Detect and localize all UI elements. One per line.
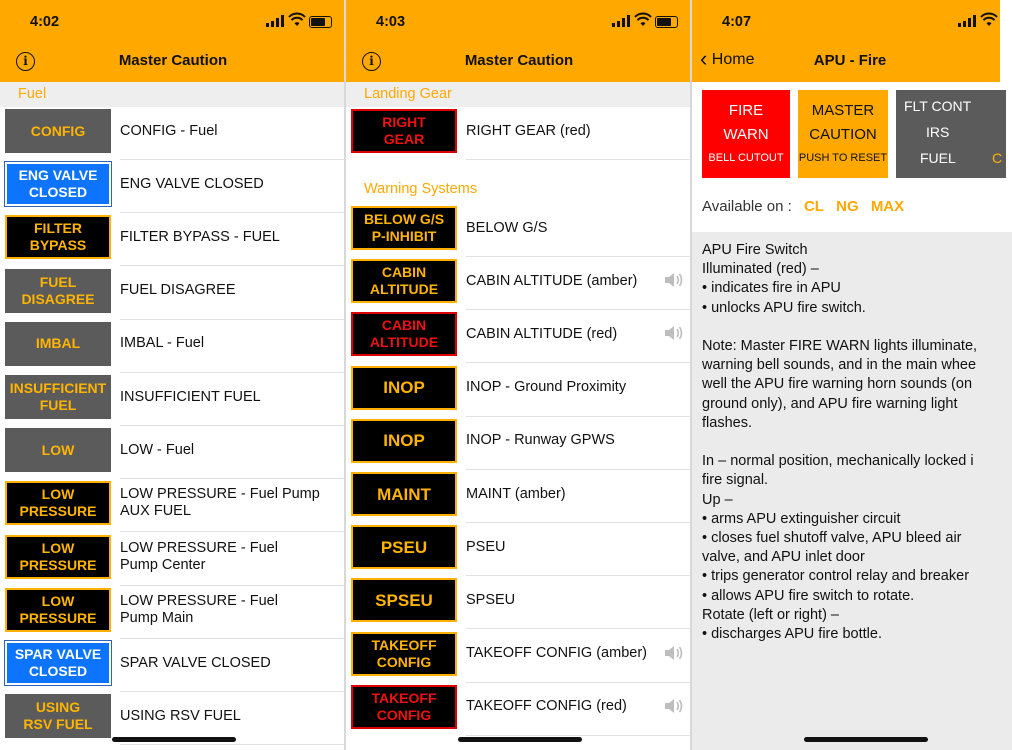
- caution-light-tile: SPSEU: [351, 578, 457, 622]
- list-item[interactable]: [0, 586, 346, 639]
- nav-title: Master Caution: [118, 52, 228, 69]
- list-item-label: FUEL DISAGREE: [120, 282, 236, 299]
- list-item-label: IMBAL - Fuel: [120, 335, 205, 352]
- row-separator: [466, 159, 692, 160]
- battery-icon: [655, 16, 678, 28]
- lamp-sub: BELL CUTOUT: [708, 152, 784, 164]
- caution-light-tile: INOP: [351, 419, 457, 463]
- fire-warn-lamp[interactable]: [702, 90, 790, 178]
- nav-header: [692, 0, 1000, 82]
- list-item[interactable]: [0, 533, 346, 586]
- speaker-icon[interactable]: [664, 324, 684, 342]
- lamp-sub: PUSH TO RESET: [798, 152, 888, 164]
- caution-light-tile: FUEL DISAGREE: [5, 269, 111, 313]
- list-item-label: LOW - Fuel: [120, 441, 195, 458]
- section-header-landing-gear: Landing Gear: [346, 82, 692, 107]
- caution-light-tile: BELOW G/S P-INHIBIT: [351, 206, 457, 250]
- list-item-label: INOP - Ground Proximity: [466, 379, 627, 396]
- list-item-label: CABIN ALTITUDE (red): [466, 325, 618, 342]
- caution-light-tile: CABIN ALTITUDE: [351, 259, 457, 303]
- list-item[interactable]: [346, 364, 692, 417]
- list-item-label: PSEU: [466, 538, 506, 555]
- list-item[interactable]: [346, 523, 692, 576]
- description-text: APU Fire Switch Illuminated (red) – • indicates fire in APU • unlocks APU fire switch. Note: Master FIRE WARN lights illuminate, warning bell sounds, and in the main whee well the APU fire warning horn sounds (on ground only), and APU fire warning light flashes. In – normal position, mechanically locked i fire signal. Up – • arms APU extinguisher circuit • closes fuel shutoff valve, APU bleed air valve, and APU inlet door • trips generator control relay and breaker • allows APU fire switch to rotate. Rotate (left or right) – • discharges APU fire bottle.: [702, 242, 978, 643]
- aircraft-cl: CL: [803, 198, 824, 215]
- phone-screen-apu-fire: [692, 0, 1003, 750]
- list-item[interactable]: [346, 257, 692, 310]
- list-item[interactable]: [346, 310, 692, 363]
- list-item[interactable]: [0, 107, 346, 160]
- list-item-label: CABIN ALTITUDE (amber): [466, 272, 638, 289]
- info-icon[interactable]: i: [362, 52, 381, 71]
- list-item-label: FILTER BYPASS - FUEL: [120, 228, 280, 245]
- list-item-label: CONFIG - Fuel: [120, 122, 218, 139]
- caution-light-tile: RIGHT GEAR: [351, 109, 457, 153]
- nav-header: [346, 0, 692, 82]
- availability: [702, 198, 904, 215]
- chevron-left-icon: ‹: [700, 46, 708, 71]
- caution-light-tile: CABIN ALTITUDE: [351, 312, 457, 356]
- caution-light-tile: LOW PRESSURE: [5, 588, 111, 632]
- caution-light-tile: LOW PRESSURE: [5, 535, 111, 579]
- annunciator-line2: IRS: [926, 124, 950, 140]
- list-item-label: MAINT (amber): [466, 485, 566, 502]
- back-label: Home: [711, 51, 755, 68]
- phone-screen-warning-systems: [346, 0, 692, 750]
- list-item-label: TAKEOFF CONFIG (red): [466, 698, 627, 715]
- status-time: 4:02: [30, 14, 60, 30]
- list-item-label: USING RSV FUEL: [120, 707, 241, 724]
- list-item-label: LOW PRESSURE - Fuel Pump Center: [120, 539, 278, 573]
- list-item[interactable]: [346, 417, 692, 470]
- list-item[interactable]: [346, 204, 692, 257]
- list-item-label: ENG VALVE CLOSED: [120, 175, 264, 192]
- list-item-label: BELOW G/S: [466, 219, 548, 236]
- aircraft-max: MAX: [870, 198, 905, 215]
- lamp-line1: FIRE: [728, 102, 764, 119]
- caution-light-tile: PSEU: [351, 525, 457, 569]
- home-indicator: [112, 737, 236, 742]
- nav-header: [0, 0, 346, 82]
- lamp-line2: CAUTION: [809, 126, 877, 143]
- list-item[interactable]: [0, 426, 346, 479]
- list-item-label: RIGHT GEAR (red): [466, 122, 591, 139]
- list-item[interactable]: [0, 213, 346, 266]
- section-header-warning-systems: Warning Systems: [364, 181, 478, 197]
- list-item-label: SPAR VALVE CLOSED: [120, 654, 271, 671]
- caution-light-tile: LOW: [5, 428, 111, 472]
- wifi-icon: [289, 13, 305, 27]
- annunciator-partial: C: [992, 150, 1003, 166]
- phone-screen-fuel: [0, 0, 346, 750]
- home-indicator: [804, 737, 928, 742]
- master-caution-lamp[interactable]: [798, 90, 888, 178]
- caution-light-tile: SPAR VALVE CLOSED: [5, 641, 111, 685]
- caution-light-tile: MAINT: [351, 472, 457, 516]
- description-panel: [692, 232, 1012, 750]
- battery-icon: [309, 16, 332, 28]
- info-icon[interactable]: i: [16, 52, 35, 71]
- speaker-icon[interactable]: [664, 644, 684, 662]
- caution-light-tile: FILTER BYPASS: [5, 215, 111, 259]
- list-item[interactable]: [0, 320, 346, 373]
- list-item[interactable]: [346, 683, 692, 736]
- signal-icon: [266, 14, 284, 30]
- nav-title: Master Caution: [464, 52, 574, 69]
- aircraft-ng: NG: [836, 198, 859, 215]
- caution-light-tile: LOW PRESSURE: [5, 481, 111, 525]
- caution-light-tile: USING RSV FUEL: [5, 694, 111, 738]
- speaker-icon[interactable]: [664, 271, 684, 289]
- caution-light-tile: CONFIG: [5, 109, 111, 153]
- list-item[interactable]: [346, 630, 692, 683]
- list-item-label: LOW PRESSURE - Fuel Pump Main: [120, 592, 278, 626]
- list-item[interactable]: [346, 576, 692, 629]
- wifi-icon: [635, 13, 651, 27]
- nav-title: APU - Fire: [813, 52, 887, 69]
- annunciator-line3: FUEL: [920, 150, 956, 166]
- caution-light-tile: ENG VALVE CLOSED: [5, 162, 111, 206]
- caution-light-tile: TAKEOFF CONFIG: [351, 632, 457, 676]
- row-separator: [466, 735, 692, 736]
- list-item[interactable]: [0, 479, 346, 532]
- caution-light-tile: IMBAL: [5, 322, 111, 366]
- list-item-label: TAKEOFF CONFIG (amber): [466, 645, 647, 662]
- list-item[interactable]: [346, 107, 692, 160]
- caution-light-tile: TAKEOFF CONFIG: [351, 685, 457, 729]
- availability-label: Available on :: [702, 198, 792, 215]
- list-item-label: LOW PRESSURE - Fuel Pump AUX FUEL: [120, 486, 320, 520]
- annunciator-line1: FLT CONT: [904, 98, 972, 114]
- speaker-icon[interactable]: [664, 697, 684, 715]
- signal-icon: [958, 14, 976, 30]
- signal-icon: [612, 14, 630, 30]
- flt-cont-annunciator: [896, 90, 1006, 178]
- row-separator: [120, 744, 346, 745]
- list-item[interactable]: [0, 160, 346, 213]
- list-item[interactable]: [0, 639, 346, 692]
- status-time: 4:03: [376, 14, 406, 30]
- list-item-label: INOP - Runway GPWS: [466, 432, 615, 449]
- list-item[interactable]: [0, 373, 346, 426]
- status-time: 4:07: [722, 14, 752, 30]
- list-item-label: SPSEU: [466, 591, 516, 608]
- lamp-line2: WARN: [723, 126, 769, 143]
- section-header-fuel: Fuel: [0, 82, 346, 107]
- caution-light-tile: INOP: [351, 366, 457, 410]
- home-indicator: [458, 737, 582, 742]
- caution-light-tile: INSUFFICIENT FUEL: [5, 375, 111, 419]
- list-item-label: INSUFFICIENT FUEL: [120, 388, 261, 405]
- wifi-icon: [981, 13, 997, 27]
- lamp-line1: MASTER: [811, 102, 875, 119]
- list-item[interactable]: [0, 267, 346, 320]
- list-item[interactable]: [346, 470, 692, 523]
